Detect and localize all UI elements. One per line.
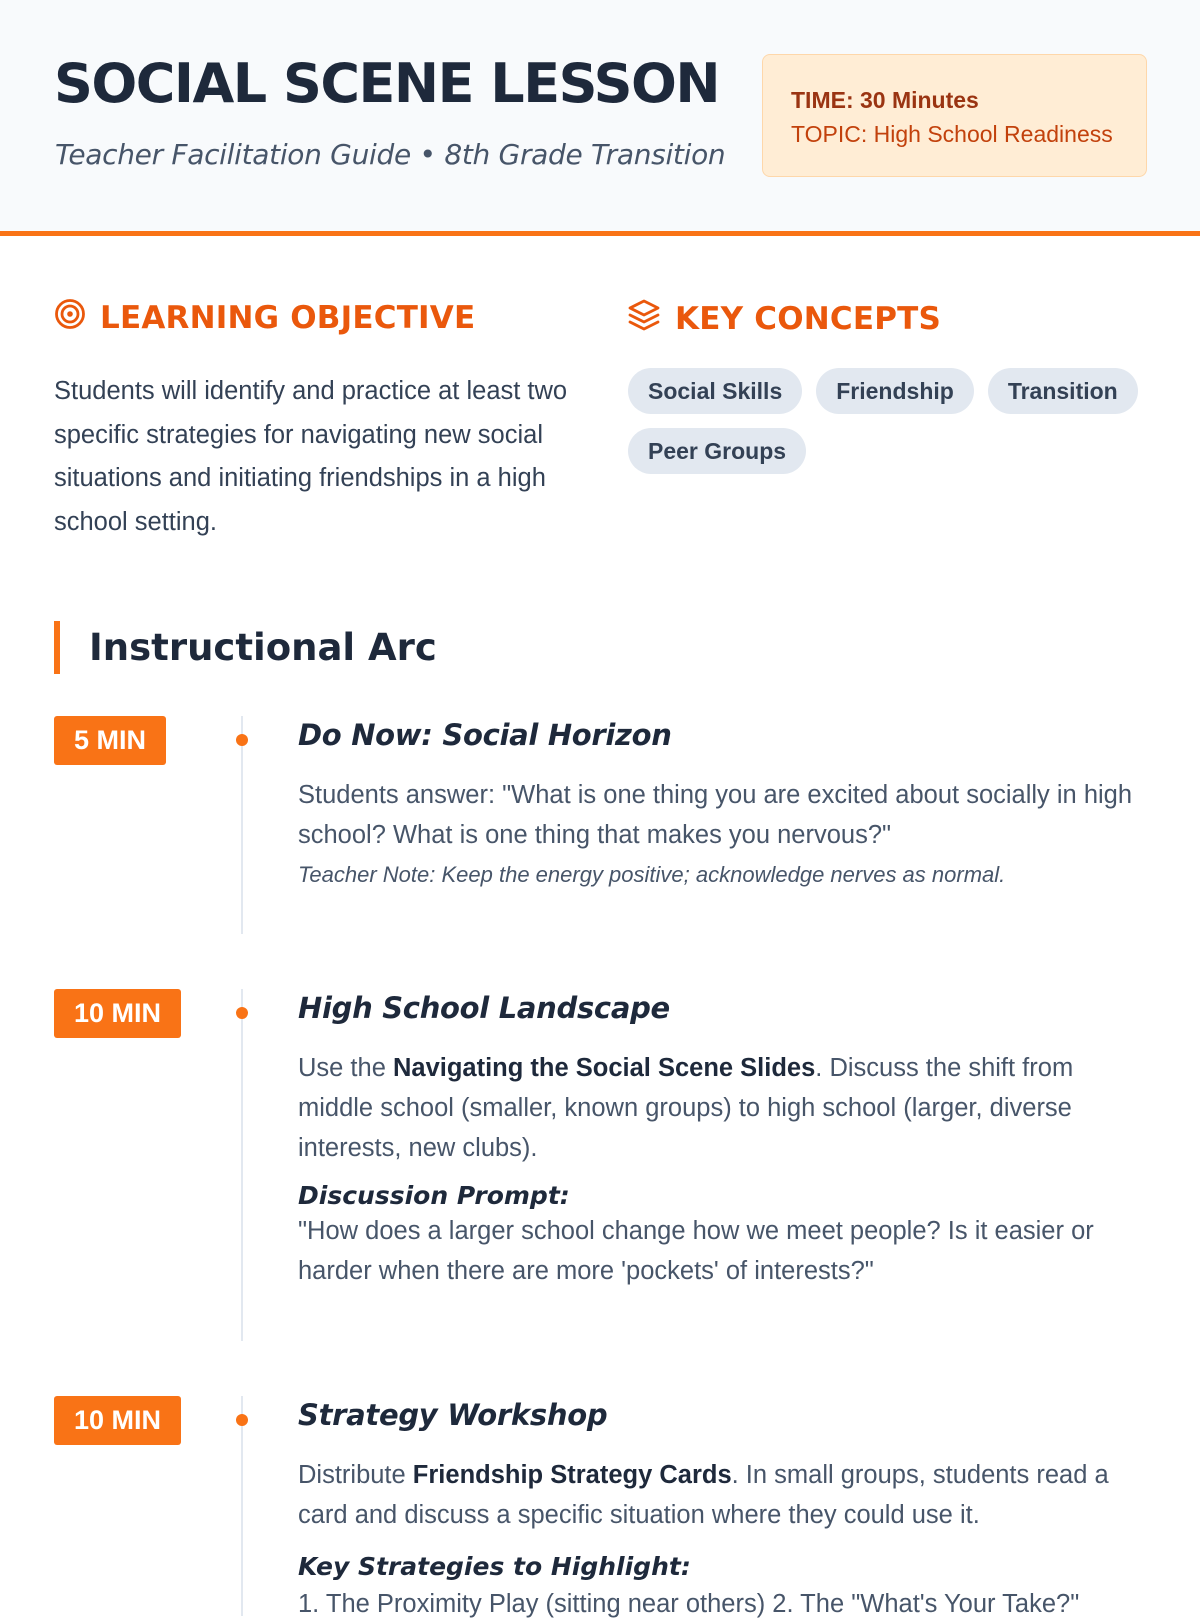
timeline-dot bbox=[236, 1414, 248, 1426]
concept-tag: Peer Groups bbox=[628, 428, 806, 474]
step-body: Students answer: "What is one thing you are excited about socially in high school? What is one thing that makes you nervous?" bbox=[298, 781, 1133, 849]
step-body bbox=[298, 1048, 1148, 1168]
timeline-rail bbox=[241, 989, 243, 1341]
page-subtitle: Teacher Facilitation Guide • 8th Grade Transition bbox=[55, 138, 726, 171]
teacher-note: Teacher Note: Keep the energy positive; acknowledge nerves as normal. bbox=[298, 862, 1006, 887]
step-body-text: Distribute bbox=[298, 1461, 413, 1489]
step-body-text: Use the bbox=[298, 1054, 393, 1082]
concept-tags bbox=[628, 368, 1188, 474]
step-body bbox=[298, 1455, 1148, 1535]
step-duration-badge: 10 MIN bbox=[54, 1396, 181, 1445]
step-body-text: . In small groups, students read a card and discuss a specific situation where they could use it. bbox=[298, 1461, 1109, 1529]
timeline-dot bbox=[236, 734, 248, 746]
step-body-resource: Friendship Strategy Cards bbox=[412, 1461, 732, 1489]
step-duration-badge: 10 MIN bbox=[54, 989, 181, 1038]
timeline-rail bbox=[241, 716, 243, 934]
lesson-topic: TOPIC: High School Readiness bbox=[791, 121, 1113, 147]
key-strategies-text: 1. The Proximity Play (sitting near others) 2. The "What's Your Take?" bbox=[298, 1590, 1080, 1618]
discussion-prompt-label: Discussion Prompt: bbox=[298, 1181, 570, 1210]
step-title: Do Now: Social Horizon bbox=[298, 718, 672, 752]
objective-heading-label: LEARNING OBJECTIVE bbox=[100, 300, 476, 336]
step-body-text: . Discuss the shift from middle school (smaller, known groups) to high school (larger, diverse interests, new clubs). bbox=[298, 1054, 1074, 1162]
lesson-time: TIME: 30 Minutes bbox=[791, 87, 979, 113]
layers-icon bbox=[627, 298, 661, 340]
arc-heading: Instructional Arc bbox=[54, 621, 437, 674]
page-title: SOCIAL SCENE LESSON bbox=[54, 52, 720, 115]
discussion-prompt-text: "How does a larger school change how we meet people? Is it easier or harder when there are more 'pockets' of interests?" bbox=[298, 1217, 1094, 1285]
concepts-heading-label: KEY CONCEPTS bbox=[675, 301, 942, 337]
step-duration-badge: 5 MIN bbox=[54, 716, 166, 765]
concept-tag: Social Skills bbox=[628, 368, 802, 414]
step-body-resource: Navigating the Social Scene Slides bbox=[392, 1054, 816, 1082]
page-header bbox=[0, 0, 1200, 236]
concept-tag: Transition bbox=[988, 368, 1138, 414]
objective-text: Students will identify and practice at least two specific strategies for navigating new social situations and initiating friendships in a high school setting. bbox=[54, 377, 568, 536]
step-title: High School Landscape bbox=[298, 991, 670, 1025]
step-title: Strategy Workshop bbox=[298, 1398, 608, 1432]
objective-heading bbox=[54, 298, 475, 338]
timeline-rail bbox=[241, 1396, 243, 1616]
lesson-meta-box bbox=[762, 54, 1147, 177]
key-strategies-label: Key Strategies to Highlight: bbox=[298, 1552, 691, 1581]
target-icon bbox=[54, 298, 86, 338]
concepts-heading bbox=[627, 298, 941, 340]
timeline-dot bbox=[236, 1007, 248, 1019]
concept-tag: Friendship bbox=[816, 368, 974, 414]
